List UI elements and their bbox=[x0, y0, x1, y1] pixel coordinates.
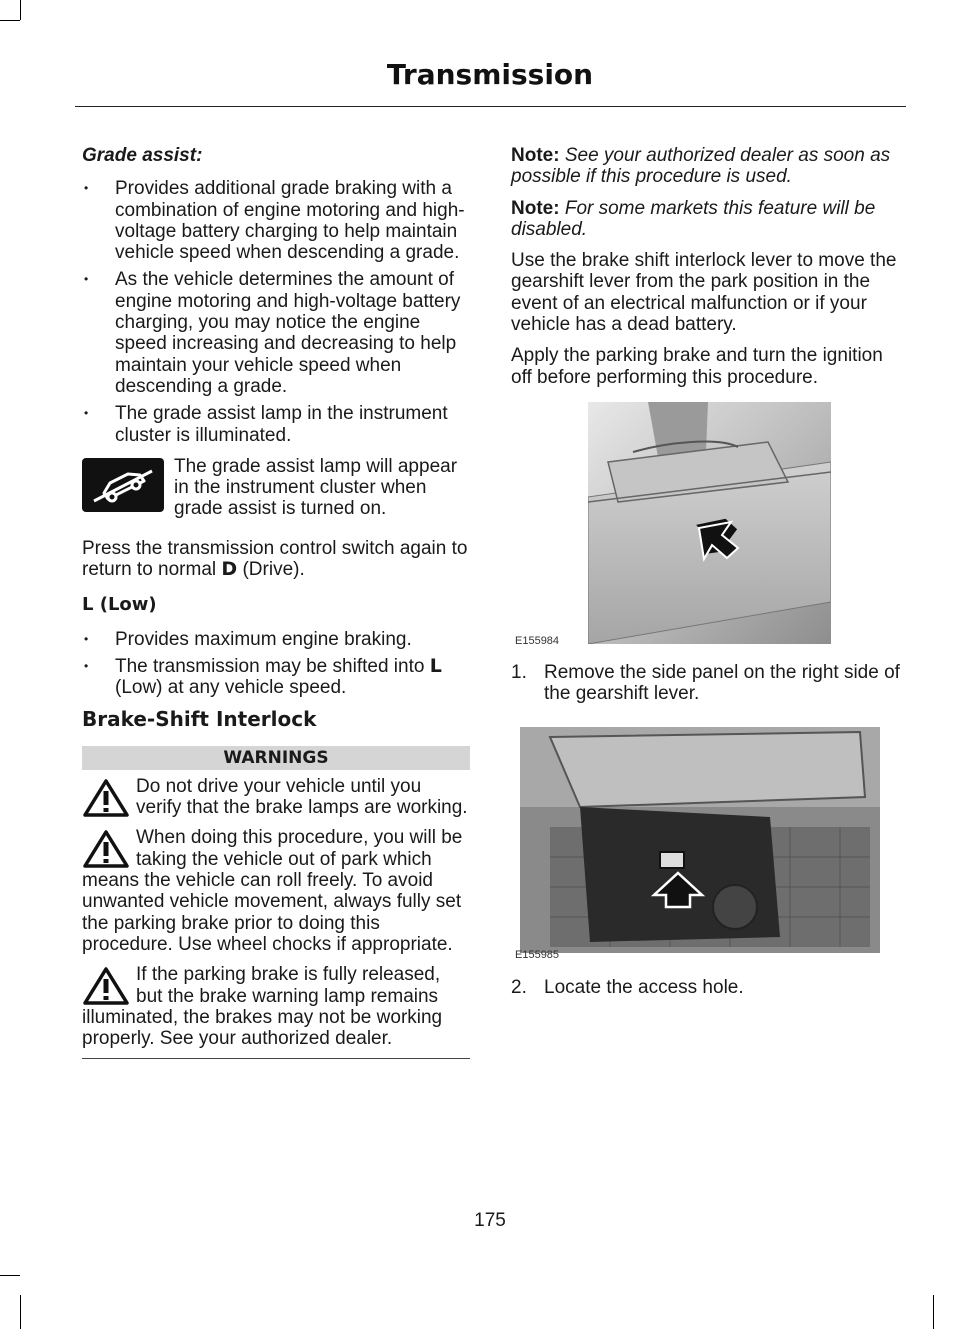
warning-text: Do not drive your vehicle until you verify that the brake lamps are working. bbox=[136, 775, 468, 819]
warning-triangle-icon bbox=[82, 829, 130, 869]
paragraph: Apply the parking brake and turn the ignition off before performing this procedure. bbox=[511, 345, 883, 388]
warnings-end-rule bbox=[82, 1058, 470, 1059]
step-number: 1. bbox=[511, 661, 527, 683]
warning-triangle-icon bbox=[82, 966, 130, 1006]
crop-mark bbox=[933, 1295, 934, 1329]
step-text: Remove the side panel on the right side of the gearshift lever. bbox=[544, 661, 900, 705]
title-rule bbox=[75, 106, 906, 107]
step-list bbox=[511, 977, 901, 998]
list-item: • Provides additional grade braking with a combination of engine motoring and high-voltage battery charging to help maintain vehicle speed when descending a grade. bbox=[82, 178, 470, 263]
low-list bbox=[82, 629, 470, 699]
text-run: The transmission may be shifted into bbox=[115, 655, 430, 677]
grade-assist-lamp-icon bbox=[82, 458, 164, 512]
warning-item bbox=[82, 827, 470, 955]
step-item bbox=[511, 662, 901, 705]
interlock-heading: Brake-Shift Interlock bbox=[82, 706, 317, 731]
text-run: (Drive). bbox=[237, 559, 305, 581]
list-item: • As the vehicle determines the amount of engine motoring and high-voltage battery charging, you may notice the engine speed increasing and decreasing to help maintain your vehicle speed when descending a grade. bbox=[82, 269, 470, 397]
list-item: • Provides maximum engine braking. bbox=[82, 629, 470, 650]
figure-side-panel bbox=[511, 402, 901, 652]
note-text: For some markets this feature will be disabled. bbox=[511, 197, 876, 240]
figure-access-hole bbox=[511, 727, 901, 967]
crop-mark bbox=[0, 20, 20, 21]
grade-assist-heading: Grade assist: bbox=[82, 145, 203, 166]
right-column bbox=[511, 145, 901, 1008]
step-number: 2. bbox=[511, 976, 527, 998]
grade-assist-lamp-row bbox=[82, 456, 470, 520]
list-item bbox=[82, 656, 470, 699]
grade-assist-list bbox=[82, 178, 470, 446]
paragraph: Use the brake shift interlock lever to move the gearshift lever from the park position in the event of an electrical malfunction or if your vehicle has a dead battery. bbox=[511, 250, 897, 336]
figure-id: E155985 bbox=[515, 949, 560, 962]
step-text: Locate the access hole. bbox=[544, 976, 744, 998]
drive-mode-label: D bbox=[221, 558, 238, 581]
text-run: Press the transmission control switch again to return to normal bbox=[82, 537, 468, 581]
page-title: Transmission bbox=[386, 58, 594, 91]
warnings-label: WARNINGS bbox=[82, 746, 470, 770]
low-mode-label: L bbox=[429, 654, 442, 677]
crop-mark bbox=[0, 1275, 20, 1276]
figure-id: E155984 bbox=[515, 634, 560, 647]
step-item bbox=[511, 977, 901, 998]
note-label: Note: bbox=[511, 145, 560, 166]
press-switch-text bbox=[82, 538, 470, 581]
low-heading: L (Low) bbox=[82, 594, 157, 616]
warning-item bbox=[82, 776, 470, 819]
text-run: (Low) at any vehicle speed. bbox=[115, 677, 347, 699]
warning-text: When doing this procedure, you will be taking the vehicle out of park which means the vehicle can roll freely. To avoid unwanted vehicle movement, always fully set the parking brake prior to doing this procedure. Use wheel chocks if appropriate. bbox=[82, 827, 463, 955]
note-1 bbox=[511, 145, 901, 188]
note-label: Note: bbox=[511, 197, 560, 219]
side-panel-illustration bbox=[588, 402, 831, 644]
page-number: 175 bbox=[474, 1210, 506, 1231]
step-list bbox=[511, 662, 901, 705]
warning-triangle-icon bbox=[82, 778, 130, 818]
grade-assist-lamp-text: The grade assist lamp will appear in the instrument cluster when grade assist is turned on. bbox=[174, 455, 458, 520]
left-column bbox=[82, 145, 470, 1059]
note-text: See your authorized dealer as soon as possible if this procedure is used. bbox=[511, 145, 891, 188]
list-item: • The grade assist lamp in the instrument cluster is illuminated. bbox=[82, 403, 470, 446]
access-hole-illustration bbox=[520, 727, 880, 953]
crop-mark bbox=[20, 1295, 21, 1329]
warning-text: If the parking brake is fully released, but the brake warning lamp remains illuminated, the brakes may not be working properly. See your authorized dealer. bbox=[82, 964, 443, 1050]
crop-mark bbox=[20, 0, 21, 20]
note-2 bbox=[511, 198, 901, 241]
warning-item bbox=[82, 964, 470, 1049]
